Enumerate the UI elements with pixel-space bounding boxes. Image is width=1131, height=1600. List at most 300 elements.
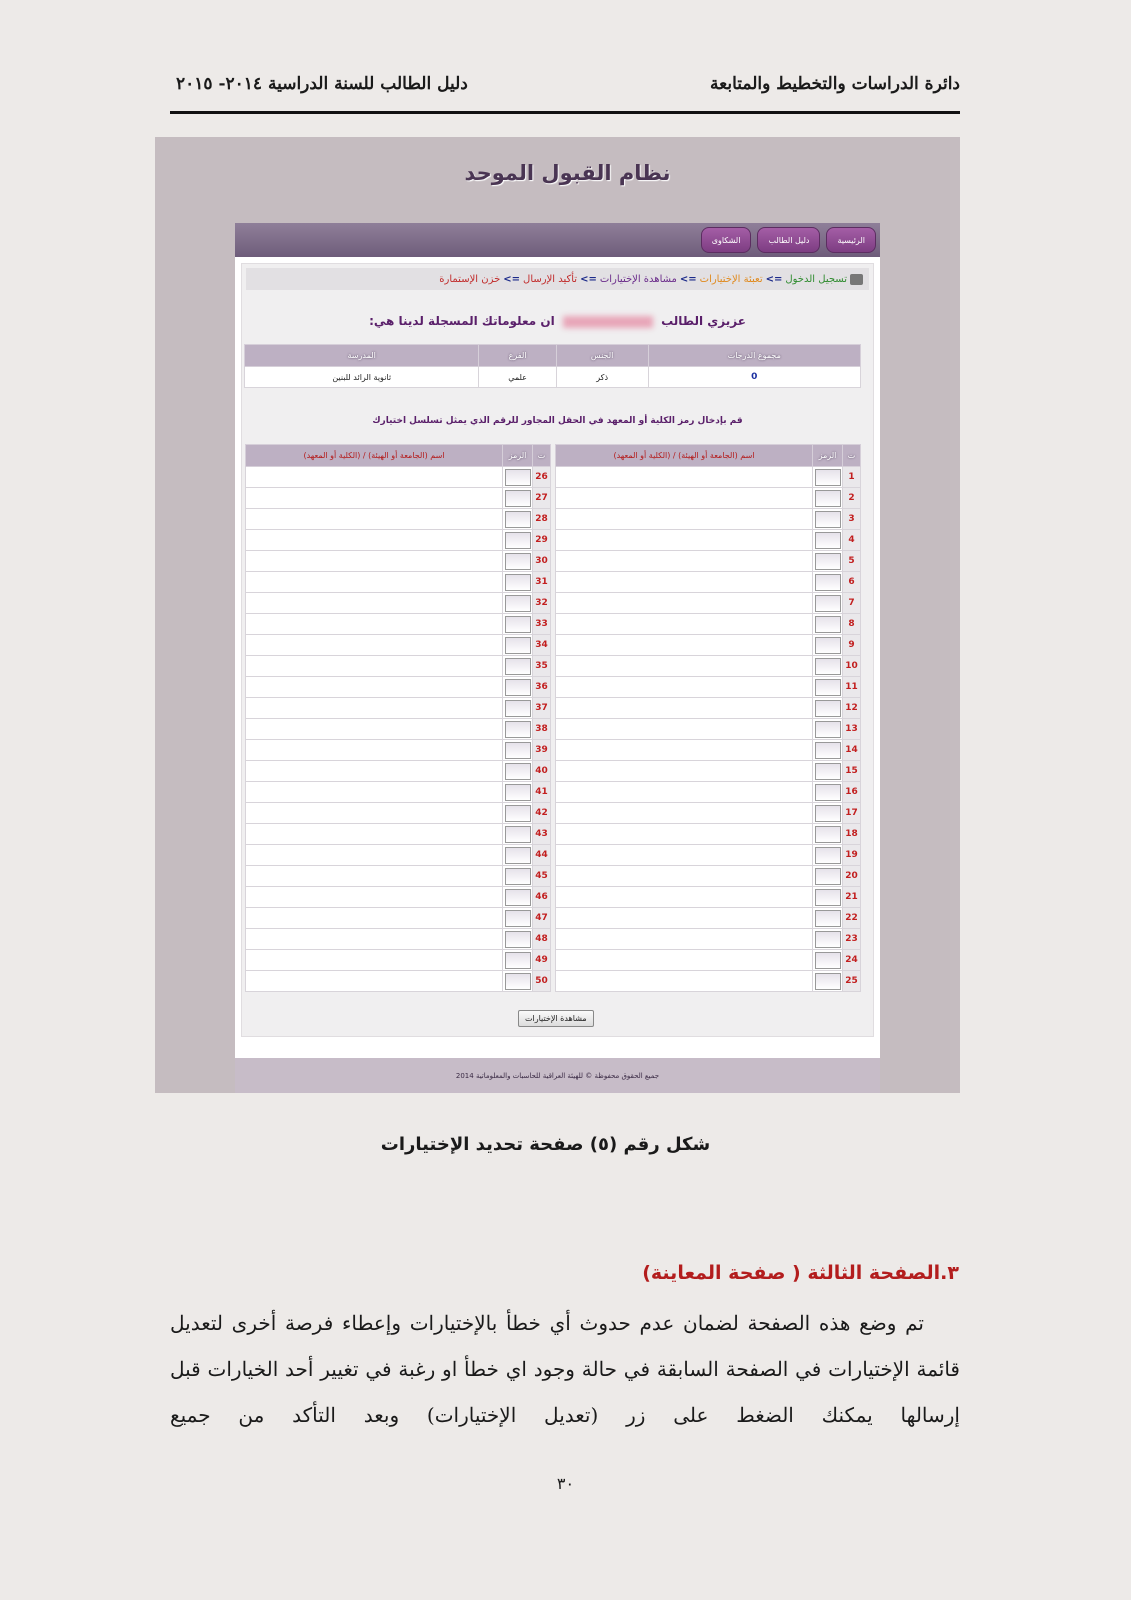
- choice-code-input[interactable]: [815, 742, 841, 759]
- choice-name-cell: [556, 782, 813, 803]
- choice-number: 26: [533, 467, 551, 488]
- choice-name-cell: [246, 866, 503, 887]
- document-header: [170, 70, 960, 114]
- choice-number: 31: [533, 572, 551, 593]
- choice-code-input[interactable]: [505, 763, 531, 780]
- choice-name-cell: [556, 719, 813, 740]
- choice-code-input[interactable]: [505, 805, 531, 822]
- choice-number: 30: [533, 551, 551, 572]
- choice-name-cell: [246, 572, 503, 593]
- choice-code-cell: [503, 845, 533, 866]
- choice-number: 7: [843, 593, 861, 614]
- crumb-separator: =>: [765, 273, 783, 285]
- choice-number: 1: [843, 467, 861, 488]
- choice-row: [556, 761, 861, 782]
- choice-name-cell: [246, 929, 503, 950]
- choice-code-cell: [813, 929, 843, 950]
- choice-row: [246, 530, 551, 551]
- choice-row: [556, 719, 861, 740]
- choice-row: [246, 971, 551, 992]
- choice-name-cell: [246, 782, 503, 803]
- choice-row: [246, 845, 551, 866]
- choice-number: 5: [843, 551, 861, 572]
- choice-number: 15: [843, 761, 861, 782]
- choice-code-input[interactable]: [505, 910, 531, 927]
- choice-name-cell: [246, 656, 503, 677]
- choice-number: 39: [533, 740, 551, 761]
- choice-code-cell: [813, 782, 843, 803]
- choice-code-cell: [813, 593, 843, 614]
- choice-code-input[interactable]: [505, 742, 531, 759]
- choice-code-input[interactable]: [505, 637, 531, 654]
- choice-row: [556, 929, 861, 950]
- main-content: [241, 263, 874, 1037]
- choice-code-cell: [503, 551, 533, 572]
- breadcrumb: [246, 268, 869, 290]
- choice-code-input[interactable]: [815, 805, 841, 822]
- choice-number: 48: [533, 929, 551, 950]
- choice-name-cell: [246, 530, 503, 551]
- choice-name-cell: [246, 950, 503, 971]
- col-seq-header: ت: [533, 445, 551, 467]
- choice-name-cell: [556, 656, 813, 677]
- choice-code-cell: [503, 530, 533, 551]
- choice-code-input[interactable]: [815, 847, 841, 864]
- choice-row: [556, 593, 861, 614]
- choice-code-input[interactable]: [815, 952, 841, 969]
- choice-name-cell: [556, 530, 813, 551]
- choice-code-cell: [503, 614, 533, 635]
- choice-name-cell: [556, 971, 813, 992]
- col-name-header: اسم (الجامعة أو الهيئة) / (الكلية أو المعهد): [246, 445, 503, 467]
- choice-code-input[interactable]: [815, 553, 841, 570]
- choice-name-cell: [556, 614, 813, 635]
- choice-code-input[interactable]: [815, 679, 841, 696]
- crumb-confirm-send[interactable]: تأكيد الإرسال: [523, 273, 578, 285]
- crumb-login[interactable]: تسجيل الدخول: [785, 273, 847, 285]
- paragraph-text: تم وضع هذه الصفحة لضمان عدم حدوث أي خطأ بالإختيارات وإعطاء فرصة أخرى لتعديل قائمة الإختيارات في الصفحة السابقة في حالة وجود اي خطأ او رغبة في تغيير أحد الخيارات قبل إرسالها يمكنك الضغط على زر (تعديل الإختيارات) وبعد التأكد من جميع: [170, 1311, 960, 1427]
- choice-name-cell: [246, 467, 503, 488]
- choice-row: [556, 845, 861, 866]
- choice-code-cell: [503, 593, 533, 614]
- choice-name-cell: [246, 509, 503, 530]
- choice-code-input[interactable]: [815, 511, 841, 528]
- choice-name-cell: [556, 824, 813, 845]
- header-guide-title: دليل الطالب للسنة الدراسية ٢٠١٤- ٢٠١٥: [176, 74, 468, 94]
- choice-row: [246, 929, 551, 950]
- crumb-separator: =>: [580, 273, 597, 285]
- choice-number: 13: [843, 719, 861, 740]
- choice-code-input[interactable]: [815, 784, 841, 801]
- choice-number: 18: [843, 824, 861, 845]
- choice-number: 44: [533, 845, 551, 866]
- choice-row: [246, 761, 551, 782]
- choices-table-right: [555, 444, 861, 992]
- choice-row: [246, 593, 551, 614]
- choice-code-cell: [813, 635, 843, 656]
- choice-row: [556, 467, 861, 488]
- choice-code-input[interactable]: [815, 469, 841, 486]
- choice-number: 50: [533, 971, 551, 992]
- choice-code-cell: [503, 803, 533, 824]
- choice-code-input[interactable]: [815, 532, 841, 549]
- choice-row: [246, 866, 551, 887]
- choice-code-cell: [813, 824, 843, 845]
- redacted-student-name: [563, 316, 653, 328]
- choice-code-cell: [503, 782, 533, 803]
- choice-code-input[interactable]: [815, 637, 841, 654]
- choice-name-cell: [556, 551, 813, 572]
- choice-code-cell: [503, 971, 533, 992]
- choice-code-cell: [813, 509, 843, 530]
- choice-code-input[interactable]: [815, 868, 841, 885]
- greeting-end: ان معلوماتك المسجلة لدينا هي:: [369, 314, 555, 328]
- choice-name-cell: [246, 908, 503, 929]
- choice-code-input[interactable]: [505, 889, 531, 906]
- choice-code-input[interactable]: [505, 847, 531, 864]
- choice-code-cell: [813, 488, 843, 509]
- choice-name-cell: [556, 698, 813, 719]
- choice-code-cell: [813, 698, 843, 719]
- choice-code-cell: [503, 740, 533, 761]
- choice-row: [246, 824, 551, 845]
- choice-code-input[interactable]: [505, 490, 531, 507]
- choice-row: [556, 908, 861, 929]
- choice-number: 11: [843, 677, 861, 698]
- section-title: ٣.الصفحة الثالثة ( صفحة المعاينة): [642, 1262, 959, 1284]
- choice-name-cell: [556, 908, 813, 929]
- choice-code-input[interactable]: [815, 763, 841, 780]
- choice-code-input[interactable]: [815, 931, 841, 948]
- choice-row: [246, 803, 551, 824]
- crumb-separator: =>: [679, 273, 697, 285]
- app-footer: جميع الحقوق محفوظة © للهيئة العراقية للحاسبات والمعلوماتية 2014: [235, 1058, 880, 1093]
- choice-number: 2: [843, 488, 861, 509]
- choice-code-input[interactable]: [505, 826, 531, 843]
- choice-number: 4: [843, 530, 861, 551]
- choice-code-cell: [503, 950, 533, 971]
- choice-row: [556, 488, 861, 509]
- choice-row: [246, 551, 551, 572]
- choice-code-cell: [503, 698, 533, 719]
- choice-code-cell: [813, 950, 843, 971]
- choice-name-cell: [246, 698, 503, 719]
- choice-code-cell: [813, 719, 843, 740]
- choice-row: [556, 824, 861, 845]
- choice-row: [556, 866, 861, 887]
- choice-code-cell: [813, 866, 843, 887]
- choice-code-cell: [503, 656, 533, 677]
- choice-row: [246, 698, 551, 719]
- choice-code-input[interactable]: [815, 616, 841, 633]
- choice-code-cell: [813, 467, 843, 488]
- choice-number: 9: [843, 635, 861, 656]
- choice-name-cell: [556, 509, 813, 530]
- choice-number: 28: [533, 509, 551, 530]
- choice-name-cell: [556, 593, 813, 614]
- choice-name-cell: [556, 845, 813, 866]
- choice-row: [246, 740, 551, 761]
- choice-code-input[interactable]: [505, 595, 531, 612]
- choice-name-cell: [556, 950, 813, 971]
- choice-row: [246, 656, 551, 677]
- choice-code-input[interactable]: [505, 469, 531, 486]
- choice-row: [556, 677, 861, 698]
- choice-code-input[interactable]: [505, 784, 531, 801]
- choice-code-input[interactable]: [505, 679, 531, 696]
- col-seq-header: ت: [843, 445, 861, 467]
- choice-code-input[interactable]: [815, 889, 841, 906]
- choice-row: [556, 971, 861, 992]
- info-header-school: المدرسة: [245, 345, 479, 367]
- choice-name-cell: [246, 488, 503, 509]
- choice-number: 17: [843, 803, 861, 824]
- choice-code-cell: [503, 908, 533, 929]
- choice-code-input[interactable]: [815, 574, 841, 591]
- choice-number: 10: [843, 656, 861, 677]
- choice-code-input[interactable]: [505, 616, 531, 633]
- choice-name-cell: [556, 761, 813, 782]
- choice-code-cell: [813, 572, 843, 593]
- choice-number: 21: [843, 887, 861, 908]
- choice-number: 22: [843, 908, 861, 929]
- choice-number: 45: [533, 866, 551, 887]
- choice-row: [246, 635, 551, 656]
- choice-code-cell: [813, 887, 843, 908]
- choice-number: 16: [843, 782, 861, 803]
- body-paragraph: [170, 1300, 960, 1438]
- choice-row: [556, 740, 861, 761]
- instruction-text: قم بإدخال رمز الكلية أو المعهد في الحقل المجاور للرقم الذي يمثل تسلسل اختيارك: [372, 416, 743, 426]
- choice-code-input[interactable]: [505, 952, 531, 969]
- choice-number: 20: [843, 866, 861, 887]
- choice-number: 33: [533, 614, 551, 635]
- choice-code-cell: [813, 677, 843, 698]
- choice-name-cell: [246, 761, 503, 782]
- choice-code-cell: [503, 866, 533, 887]
- choice-name-cell: [556, 635, 813, 656]
- info-branch-value: علمي: [479, 367, 556, 388]
- choice-code-cell: [813, 845, 843, 866]
- choice-code-input[interactable]: [505, 532, 531, 549]
- choices-area: [244, 444, 861, 992]
- choice-row: [556, 698, 861, 719]
- choice-row: [246, 908, 551, 929]
- choice-code-cell: [503, 509, 533, 530]
- choice-number: 35: [533, 656, 551, 677]
- choice-row: [246, 488, 551, 509]
- choice-row: [556, 803, 861, 824]
- choice-row: [246, 677, 551, 698]
- choice-code-input[interactable]: [815, 595, 841, 612]
- nav-home-button[interactable]: الرئيسية: [826, 227, 876, 253]
- choice-code-input[interactable]: [815, 910, 841, 927]
- nav-complaints-button[interactable]: الشكاوى: [701, 227, 752, 253]
- choice-row: [556, 782, 861, 803]
- choice-code-cell: [503, 824, 533, 845]
- choice-code-cell: [503, 761, 533, 782]
- choice-code-input[interactable]: [505, 511, 531, 528]
- choice-number: 19: [843, 845, 861, 866]
- choice-name-cell: [556, 803, 813, 824]
- crumb-save-form[interactable]: خزن الإستمارة: [439, 273, 501, 285]
- choice-name-cell: [556, 887, 813, 908]
- choice-code-input[interactable]: [505, 931, 531, 948]
- choice-name-cell: [556, 866, 813, 887]
- choice-code-cell: [503, 929, 533, 950]
- choice-code-cell: [503, 488, 533, 509]
- choice-number: 43: [533, 824, 551, 845]
- view-choices-button[interactable]: مشاهدة الإختيارات: [518, 1010, 594, 1027]
- nav-bar: [235, 223, 880, 257]
- choice-code-cell: [813, 971, 843, 992]
- choices-table-left: [245, 444, 551, 992]
- choice-code-input[interactable]: [505, 721, 531, 738]
- choice-row: [556, 530, 861, 551]
- choice-row: [246, 572, 551, 593]
- choice-number: 47: [533, 908, 551, 929]
- choice-number: 3: [843, 509, 861, 530]
- choice-number: 25: [843, 971, 861, 992]
- choice-code-input[interactable]: [505, 574, 531, 591]
- choice-code-input[interactable]: [505, 868, 531, 885]
- info-school-value: ثانوية الرائد للبنين: [245, 367, 479, 388]
- choice-code-cell: [813, 530, 843, 551]
- col-name-header: اسم (الجامعة أو الهيئة) / (الكلية أو المعهد): [556, 445, 813, 467]
- choice-number: 34: [533, 635, 551, 656]
- choice-name-cell: [556, 740, 813, 761]
- choice-number: 40: [533, 761, 551, 782]
- col-code-header: الرمز: [503, 445, 533, 467]
- choice-code-cell: [813, 551, 843, 572]
- choice-row: [556, 551, 861, 572]
- choice-name-cell: [246, 614, 503, 635]
- screenshot-figure: [155, 137, 960, 1093]
- choice-name-cell: [246, 677, 503, 698]
- choice-number: 12: [843, 698, 861, 719]
- choice-row: [246, 782, 551, 803]
- choice-number: 49: [533, 950, 551, 971]
- choice-code-cell: [503, 635, 533, 656]
- info-header-branch: الفرع: [479, 345, 556, 367]
- choice-code-cell: [813, 761, 843, 782]
- choice-name-cell: [556, 467, 813, 488]
- choice-code-cell: [503, 572, 533, 593]
- choice-row: [246, 887, 551, 908]
- choice-code-input[interactable]: [505, 553, 531, 570]
- choice-code-input[interactable]: [815, 721, 841, 738]
- choice-code-cell: [813, 803, 843, 824]
- choice-number: 37: [533, 698, 551, 719]
- choice-code-cell: [503, 719, 533, 740]
- choice-number: 14: [843, 740, 861, 761]
- choice-number: 29: [533, 530, 551, 551]
- choice-name-cell: [246, 635, 503, 656]
- monitor-icon: [850, 274, 863, 285]
- choice-number: 38: [533, 719, 551, 740]
- choice-code-input[interactable]: [815, 826, 841, 843]
- col-code-header: الرمز: [813, 445, 843, 467]
- choice-row: [556, 572, 861, 593]
- choice-number: 36: [533, 677, 551, 698]
- choice-row: [246, 509, 551, 530]
- info-total-value: 0: [648, 367, 860, 388]
- choice-code-cell: [503, 887, 533, 908]
- choice-row: [556, 635, 861, 656]
- choice-code-cell: [813, 908, 843, 929]
- choice-row: [556, 950, 861, 971]
- system-title: نظام القبول الموحد: [464, 161, 671, 185]
- info-header-gender: الجنس: [556, 345, 648, 367]
- choice-number: 42: [533, 803, 551, 824]
- crumb-fill-choices[interactable]: تعبئة الإختيارات: [699, 273, 763, 285]
- choice-name-cell: [556, 572, 813, 593]
- choice-number: 32: [533, 593, 551, 614]
- figure-caption: شكل رقم (٥) صفحة تحديد الإختيارات: [380, 1134, 711, 1155]
- greeting-start: عزيزي الطالب: [661, 314, 746, 328]
- header-department: دائرة الدراسات والتخطيط والمتابعة: [710, 74, 960, 94]
- choice-name-cell: [246, 803, 503, 824]
- choice-name-cell: [556, 677, 813, 698]
- greeting: [242, 314, 873, 328]
- choice-name-cell: [246, 971, 503, 992]
- choice-row: [246, 719, 551, 740]
- app-window: [235, 223, 880, 1093]
- page-number: ٣٠: [556, 1474, 575, 1493]
- choice-code-cell: [813, 656, 843, 677]
- choice-number: 23: [843, 929, 861, 950]
- choice-number: 6: [843, 572, 861, 593]
- choice-row: [246, 467, 551, 488]
- info-gender-value: ذكر: [556, 367, 648, 388]
- choice-code-input[interactable]: [505, 700, 531, 717]
- choice-name-cell: [246, 740, 503, 761]
- crumb-view-choices[interactable]: مشاهدة الإختيارات: [599, 273, 677, 285]
- choice-code-cell: [813, 740, 843, 761]
- choice-name-cell: [556, 488, 813, 509]
- choice-code-input[interactable]: [815, 700, 841, 717]
- choice-name-cell: [246, 824, 503, 845]
- choice-name-cell: [246, 845, 503, 866]
- choice-row: [246, 950, 551, 971]
- choice-code-input[interactable]: [505, 658, 531, 675]
- choice-name-cell: [246, 593, 503, 614]
- choice-code-cell: [813, 614, 843, 635]
- choice-row: [246, 614, 551, 635]
- nav-student-guide-button[interactable]: دليل الطالب: [757, 227, 820, 253]
- choice-row: [556, 509, 861, 530]
- choice-row: [556, 887, 861, 908]
- choice-code-input[interactable]: [815, 490, 841, 507]
- choice-row: [556, 614, 861, 635]
- choice-name-cell: [246, 887, 503, 908]
- choice-number: 27: [533, 488, 551, 509]
- choice-code-cell: [503, 677, 533, 698]
- choice-code-input[interactable]: [815, 658, 841, 675]
- info-header-total: مجموع الدرجات: [648, 345, 860, 367]
- student-info-table: [244, 344, 861, 388]
- choice-code-input[interactable]: [505, 973, 531, 990]
- choice-name-cell: [246, 719, 503, 740]
- choice-name-cell: [246, 551, 503, 572]
- choice-code-cell: [503, 467, 533, 488]
- choice-number: 24: [843, 950, 861, 971]
- choice-code-input[interactable]: [815, 973, 841, 990]
- choice-row: [556, 656, 861, 677]
- choice-number: 46: [533, 887, 551, 908]
- crumb-separator: =>: [503, 273, 521, 285]
- choice-number: 8: [843, 614, 861, 635]
